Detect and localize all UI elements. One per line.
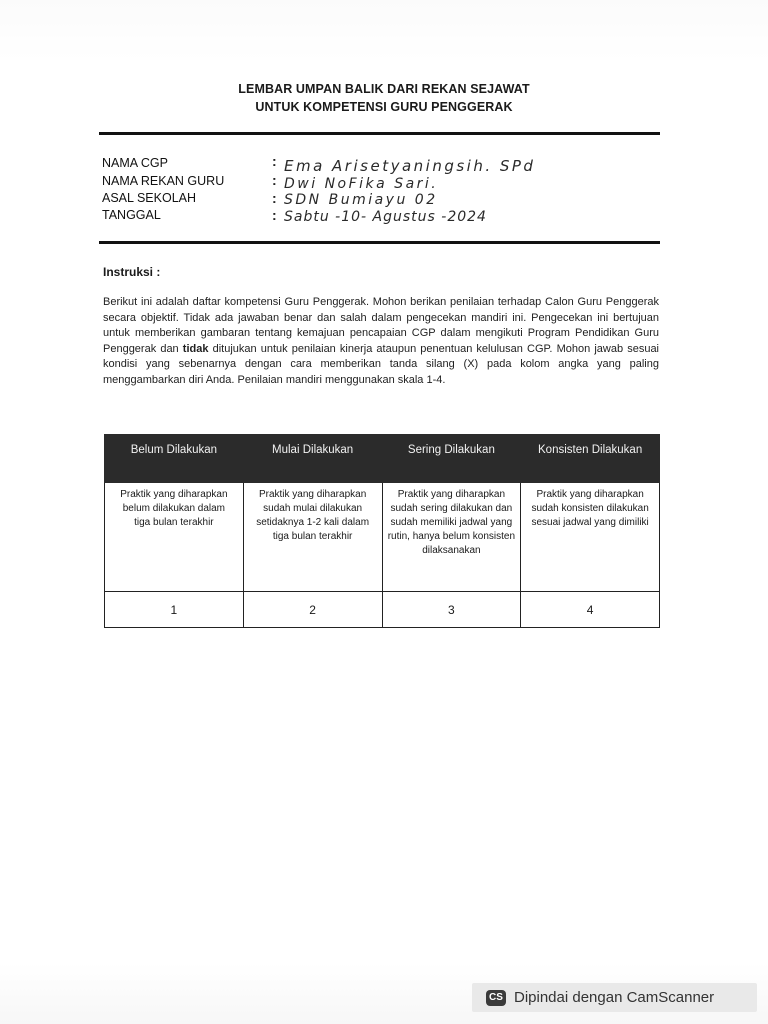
scale-description-2: Praktik yang diharapkan sudah mulai dilakukan setidaknya 1-2 kali dalam tiga bulan terakhir	[243, 483, 382, 592]
scale-description-4: Praktik yang diharapkan sudah konsisten dilakukan sesuai jadwal yang dimiliki	[521, 483, 660, 592]
scale-number-row	[105, 592, 660, 628]
field-value-nama-rekan-guru: Dwi NoFika Sari.	[284, 176, 439, 192]
instructions-heading: Instruksi :	[103, 265, 161, 279]
instructions-text-after: ditujukan untuk penilaian kinerja ataupun penentuan kelulusan CGP. Mohon jawab sesuai kondisi yang sebenarnya dengan cara memberikan tanda silang (X) pada kolom angka yang paling menggambarkan diri Anda. Penilaian mandiri menggunakan skala 1-4.	[103, 342, 660, 386]
field-colon: :	[272, 207, 277, 223]
scale-number-3: 3	[382, 592, 521, 628]
scale-header-4: Konsisten Dilakukan	[521, 435, 660, 483]
camscanner-watermark	[472, 983, 757, 1012]
field-label-tanggal: TANGGAL	[102, 208, 161, 222]
scale-number-2: 2	[243, 592, 382, 628]
top-divider	[99, 132, 660, 135]
field-colon: :	[272, 172, 277, 188]
field-label-nama-cgp: NAMA CGP	[102, 156, 168, 170]
field-value-tanggal: Sabtu -10- Agustus -2024	[284, 209, 487, 225]
field-colon: :	[272, 153, 277, 169]
rating-scale-table	[104, 434, 660, 628]
camscanner-text: Dipindai dengan CamScanner	[514, 989, 715, 1006]
camscanner-icon: CS	[486, 990, 506, 1006]
scale-description-row	[105, 483, 660, 592]
scale-header-1: Belum Dilakukan	[105, 435, 244, 483]
scale-number-4: 4	[521, 592, 660, 628]
instructions-bold-word: tidak	[182, 342, 209, 355]
instructions-body	[103, 295, 659, 388]
document-title-line-2: UNTUK KOMPETENSI GURU PENGGERAK	[255, 100, 513, 114]
document-title-line-1: LEMBAR UMPAN BALIK DARI REKAN SEJAWAT	[238, 82, 530, 96]
field-value-nama-cgp: Ema Arisetyaningsih. SPd	[284, 157, 536, 175]
field-value-asal-sekolah: SDN Bumiayu 02	[284, 192, 438, 208]
bottom-divider	[99, 241, 660, 244]
field-colon: :	[272, 190, 277, 206]
field-label-asal-sekolah: ASAL SEKOLAH	[102, 191, 197, 205]
scale-header-3: Sering Dilakukan	[382, 435, 521, 483]
scale-description-3: Praktik yang diharapkan sudah sering dilakukan dan sudah memiliki jadwal yang rutin, hanya belum konsisten dilaksanakan	[382, 483, 521, 592]
scale-header-row	[105, 435, 660, 483]
field-label-nama-rekan-guru: NAMA REKAN GURU	[102, 174, 225, 188]
scale-description-1: Praktik yang diharapkan belum dilakukan dalam tiga bulan terakhir	[105, 483, 244, 592]
scale-header-2: Mulai Dilakukan	[243, 435, 382, 483]
instructions-text-before: Berikut ini adalah daftar kompetensi Guru Penggerak. Mohon berikan penilaian terhadap Calon Guru Penggerak secara objektif. Tidak ada jawaban benar dan salah dalam pengecekan mandiri ini. Pengecekan ini bertujuan untuk memberikan gambaran tentang kemajuan pencapaian CGP dalam mengikuti Program Pendidikan Guru Penggerak dan	[103, 296, 659, 355]
scale-number-1: 1	[105, 592, 244, 628]
